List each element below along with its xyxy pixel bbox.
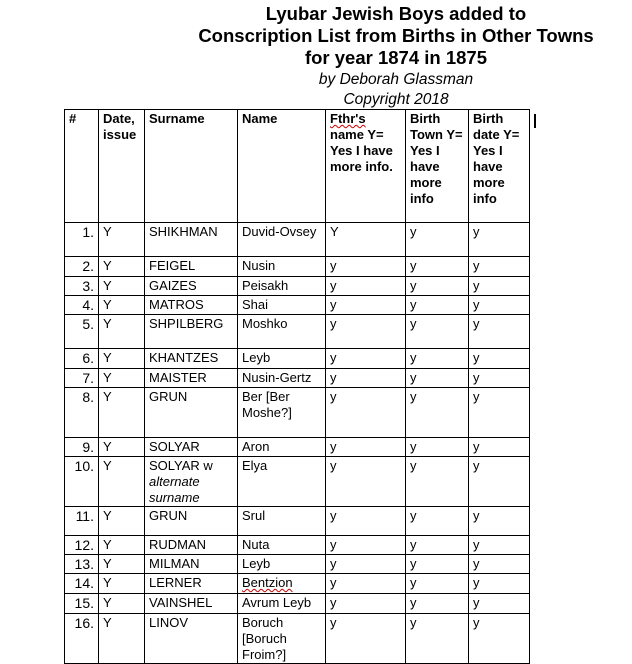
name-cell: Boruch [Boruch Froim?] <box>238 614 326 664</box>
date-cell: Y <box>99 349 145 369</box>
row-number: 9. <box>65 438 99 457</box>
surname-cell: RUDMAN <box>145 536 238 555</box>
surname-cell: MAISTER <box>145 369 238 388</box>
surname-cell: GRUN <box>145 388 238 438</box>
col-header-number: # <box>65 110 99 223</box>
father-cell: y <box>326 438 406 457</box>
father-cell: y <box>326 315 406 349</box>
town-cell: y <box>406 438 469 457</box>
surname-note: alternate surname <box>149 474 200 505</box>
town-cell: y <box>406 349 469 369</box>
surname-cell <box>145 457 238 507</box>
copyright-line: Copyright 2018 <box>343 91 449 108</box>
table-row <box>65 574 530 594</box>
father-cell: y <box>326 388 406 438</box>
bdate-cell: y <box>469 257 530 277</box>
row-number: 1. <box>65 223 99 257</box>
town-cell: y <box>406 388 469 438</box>
date-cell: Y <box>99 555 145 574</box>
date-cell: Y <box>99 574 145 594</box>
surname-cell: GRUN <box>145 507 238 536</box>
father-cell: y <box>326 574 406 594</box>
father-cell: y <box>326 594 406 614</box>
surname-text: SOLYAR w <box>149 458 213 473</box>
father-header-word: Fthr's <box>330 111 366 126</box>
author-byline: by Deborah Glassman <box>318 71 474 88</box>
row-number: 15. <box>65 594 99 614</box>
father-cell: y <box>326 257 406 277</box>
table-row <box>65 277 530 296</box>
table-row <box>65 296 530 315</box>
table-row <box>65 223 530 257</box>
town-cell: y <box>406 223 469 257</box>
row-number: 10. <box>65 457 99 507</box>
father-cell: y <box>326 457 406 507</box>
col-header-birth-town: Birth Town Y= Yes I have more info <box>406 110 469 223</box>
town-cell: y <box>406 555 469 574</box>
town-cell: y <box>406 277 469 296</box>
father-cell: y <box>326 369 406 388</box>
col-header-surname: Surname <box>145 110 238 223</box>
date-cell: Y <box>99 507 145 536</box>
bdate-cell: y <box>469 574 530 594</box>
row-number: 5. <box>65 315 99 349</box>
name-cell: Moshko <box>238 315 326 349</box>
col-header-date: Date, issue <box>99 110 145 223</box>
row-number: 16. <box>65 614 99 664</box>
name-cell: Leyb <box>238 349 326 369</box>
table-row <box>65 315 530 349</box>
text-cursor <box>534 114 536 128</box>
date-cell: Y <box>99 223 145 257</box>
table-row <box>65 388 530 438</box>
date-cell: Y <box>99 614 145 664</box>
town-cell: y <box>406 369 469 388</box>
date-cell: Y <box>99 536 145 555</box>
father-cell: Y <box>326 223 406 257</box>
date-cell: Y <box>99 388 145 438</box>
conscription-table <box>64 109 530 664</box>
title-line-1: Lyubar Jewish Boys added to <box>265 3 527 24</box>
father-cell: y <box>326 349 406 369</box>
row-number: 7. <box>65 369 99 388</box>
name-cell: Duvid-Ovsey <box>238 223 326 257</box>
surname-cell: KHANTZES <box>145 349 238 369</box>
bdate-cell: y <box>469 277 530 296</box>
father-cell: y <box>326 296 406 315</box>
town-cell: y <box>406 257 469 277</box>
header-row <box>65 110 530 223</box>
town-cell: y <box>406 507 469 536</box>
date-cell: Y <box>99 438 145 457</box>
surname-cell: SHPILBERG <box>145 315 238 349</box>
date-cell: Y <box>99 257 145 277</box>
bdate-cell: y <box>469 388 530 438</box>
date-cell: Y <box>99 369 145 388</box>
col-header-father <box>326 110 406 223</box>
surname-cell: SHIKHMAN <box>145 223 238 257</box>
bdate-cell: y <box>469 594 530 614</box>
table-row <box>65 438 530 457</box>
surname-cell: VAINSHEL <box>145 594 238 614</box>
name-cell: Shai <box>238 296 326 315</box>
surname-cell: LINOV <box>145 614 238 664</box>
table-row <box>65 507 530 536</box>
bdate-cell: y <box>469 315 530 349</box>
table-row <box>65 257 530 277</box>
surname-cell: LERNER <box>145 574 238 594</box>
table-row <box>65 369 530 388</box>
name-cell: Aron <box>238 438 326 457</box>
date-cell: Y <box>99 277 145 296</box>
row-number: 2. <box>65 257 99 277</box>
name-cell: Leyb <box>238 555 326 574</box>
col-header-birth-date: Birth date Y= Yes I have more info <box>469 110 530 223</box>
town-cell: y <box>406 315 469 349</box>
name-text: Bentzion <box>242 575 293 590</box>
table-row <box>65 536 530 555</box>
name-cell <box>238 574 326 594</box>
bdate-cell: y <box>469 555 530 574</box>
row-number: 6. <box>65 349 99 369</box>
bdate-cell: y <box>469 536 530 555</box>
surname-cell: FEIGEL <box>145 257 238 277</box>
title-line-2: Conscription List from Births in Other Towns <box>198 25 594 46</box>
row-number: 4. <box>65 296 99 315</box>
name-cell: Avrum Leyb <box>238 594 326 614</box>
father-header-rest: name Y= Yes I have more info. <box>330 127 393 174</box>
name-cell: Ber [Ber Moshe?] <box>238 388 326 438</box>
bdate-cell: y <box>469 296 530 315</box>
bdate-cell: y <box>469 614 530 664</box>
row-number: 3. <box>65 277 99 296</box>
surname-cell: GAIZES <box>145 277 238 296</box>
bdate-cell: y <box>469 223 530 257</box>
date-cell: Y <box>99 296 145 315</box>
table-row <box>65 614 530 664</box>
bdate-cell: y <box>469 349 530 369</box>
name-cell: Nuta <box>238 536 326 555</box>
town-cell: y <box>406 457 469 507</box>
date-cell: Y <box>99 457 145 507</box>
father-cell: y <box>326 614 406 664</box>
father-cell: y <box>326 536 406 555</box>
town-cell: y <box>406 614 469 664</box>
father-cell: y <box>326 507 406 536</box>
father-cell: y <box>326 277 406 296</box>
surname-cell: MILMAN <box>145 555 238 574</box>
bdate-cell: y <box>469 457 530 507</box>
table-row <box>65 594 530 614</box>
father-cell: y <box>326 555 406 574</box>
table-row <box>65 349 530 369</box>
name-cell: Elya <box>238 457 326 507</box>
town-cell: y <box>406 536 469 555</box>
bdate-cell: y <box>469 369 530 388</box>
name-cell: Srul <box>238 507 326 536</box>
town-cell: y <box>406 594 469 614</box>
row-number: 13. <box>65 555 99 574</box>
name-cell: Peisakh <box>238 277 326 296</box>
name-cell: Nusin <box>238 257 326 277</box>
bdate-cell: y <box>469 507 530 536</box>
town-cell: y <box>406 574 469 594</box>
row-number: 8. <box>65 388 99 438</box>
table-row <box>65 555 530 574</box>
row-number: 12. <box>65 536 99 555</box>
date-cell: Y <box>99 315 145 349</box>
town-cell: y <box>406 296 469 315</box>
date-cell: Y <box>99 594 145 614</box>
surname-cell: MATROS <box>145 296 238 315</box>
bdate-cell: y <box>469 438 530 457</box>
table-row <box>65 457 530 507</box>
col-header-name: Name <box>238 110 326 223</box>
row-number: 11. <box>65 507 99 536</box>
surname-cell: SOLYAR <box>145 438 238 457</box>
title-line-3: for year 1874 in 1875 <box>304 47 488 68</box>
row-number: 14. <box>65 574 99 594</box>
name-cell: Nusin-Gertz <box>238 369 326 388</box>
